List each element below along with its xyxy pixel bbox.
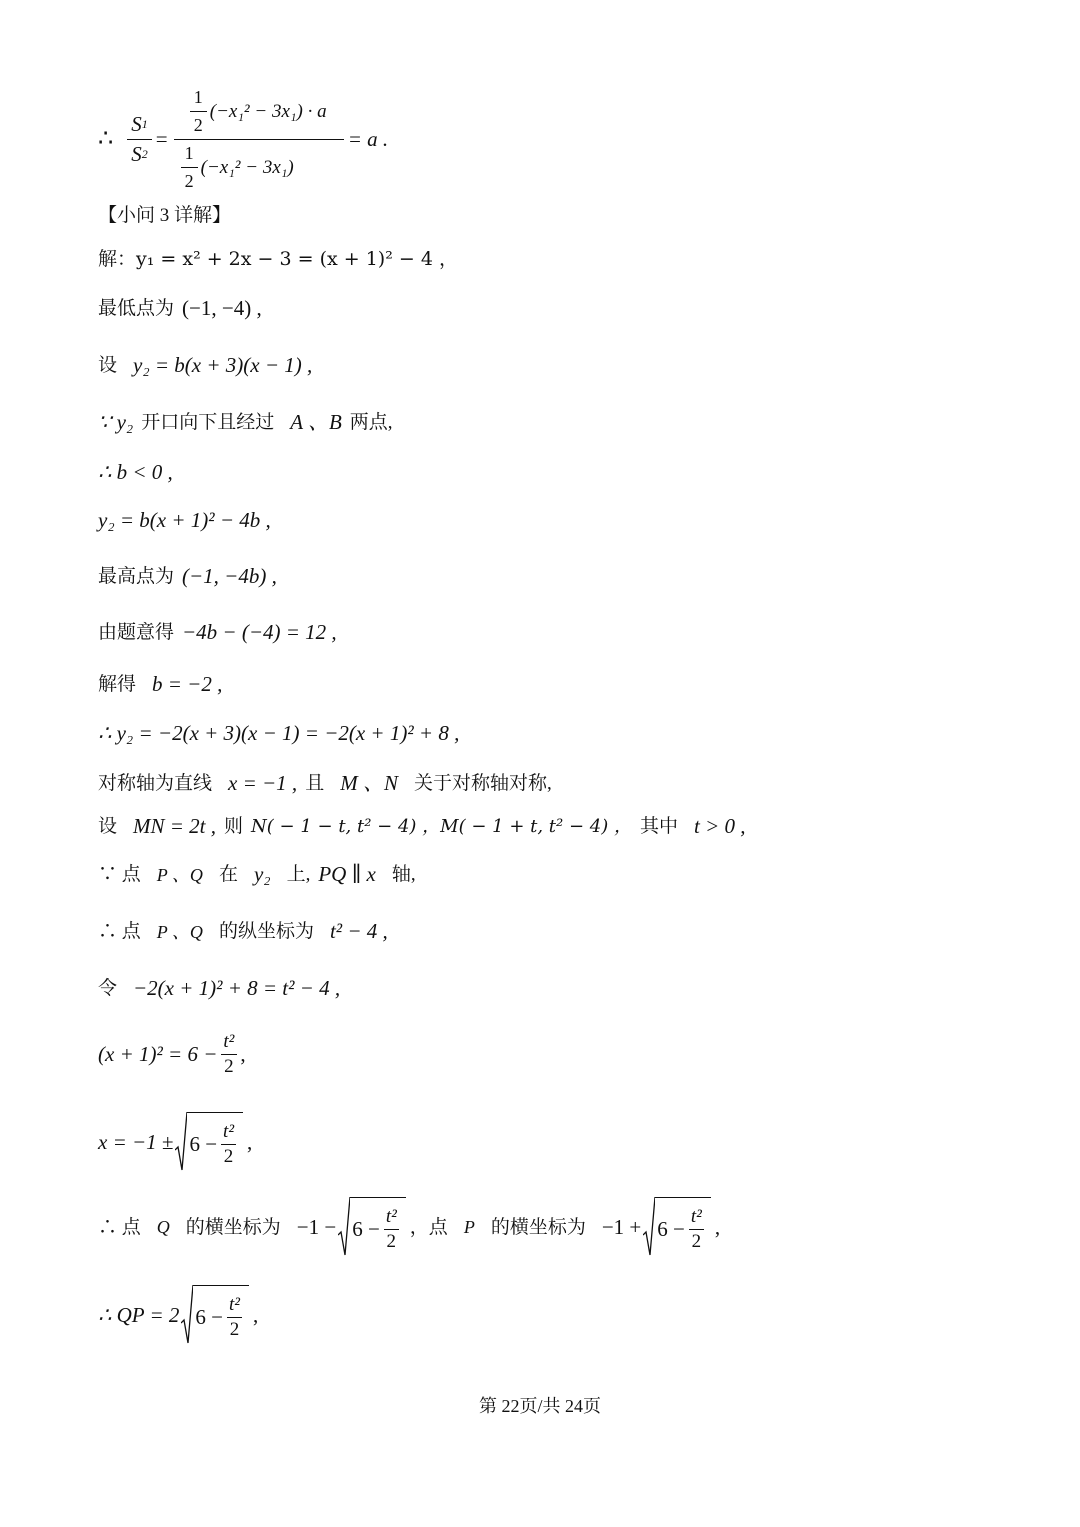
solution-line-11: 对称轴为直线 x = −1 , 且 M 、N 关于对称轴对称, <box>98 771 552 795</box>
section-header: 【小问 3 详解】 <box>98 205 232 226</box>
sqrt-expression: 6 − $\frac{\text{t²}}{2}$ <box>338 1197 406 1257</box>
solution-line-3: 设 y₂ = b(x + 3)(x − 1) , <box>98 353 313 377</box>
radical-sign-icon <box>175 1112 187 1172</box>
therefore-symbol: ∴ <box>98 126 114 153</box>
solution-line-6: y₂ = b(x + 1)² − 4b , <box>98 508 271 532</box>
ratio-s1-s2: S 1 S 2 <box>127 114 152 165</box>
sqrt-expression: 6 − $\frac{\text{t²}}{2}$ <box>643 1197 711 1257</box>
solution-line-7: 最高点为 (−1, −4b) , <box>98 564 277 588</box>
solution-line-14: ∴ 点 P 、Q 的纵坐标为 t² − 4 , <box>98 919 388 943</box>
radical-sign-icon <box>338 1197 350 1257</box>
solution-line-8: 由题意得 −4b − (−4) = 12 , <box>98 620 337 644</box>
ratio-equation-line: ∴ S 1 S 2 = $\frac{1}{2}$ (−x₁² − 3x₁) · a $\frac{1}{2}$ (−x₁² − 3x₁) = a . <box>98 87 389 191</box>
solution-line-19: ∴ QP = 2 6 − $\frac{\text{t²}}{2}$ , <box>98 1285 258 1345</box>
solution-line-5: ∴ b < 0 , <box>98 460 173 484</box>
solution-line-4: ∵ y₂ 开口向下且经过 A 、B 两点, <box>98 410 393 434</box>
sqrt-expression: 6 − $\frac{\text{t²}}{2}$ <box>175 1112 243 1172</box>
radical-sign-icon <box>181 1285 193 1345</box>
solution-line-15: 令 −2(x + 1)² + 8 = t² − 4 , <box>98 976 341 1000</box>
sqrt-expression: 6 − $\frac{\text{t²}}{2}$ <box>181 1285 249 1345</box>
t-squared-over-2: $\frac{\text{t²}}{2}$ <box>220 1032 237 1077</box>
page-footer: 第 22页/共 24页 <box>478 1396 601 1416</box>
solution-line-10: ∴ y₂ = −2(x + 3)(x − 1) = −2(x + 1)² + 8 , <box>98 721 460 745</box>
solution-line-1: 解：y₁ = x² + 2x − 3 = (x + 1)² − 4 ， <box>98 248 458 270</box>
solution-line-18: ∴ 点 Q 的横坐标为 −1 − 6 − $\frac{\text{t²}}{2}$ ，点 P 的横坐标为 −1 + 6 − $\frac{\text{t²}}{2}$ , <box>98 1197 720 1257</box>
radical-sign-icon <box>643 1197 655 1257</box>
solution-line-9: 解得 b = −2 , <box>98 672 223 696</box>
main-fraction: $\frac{1}{2}$ (−x₁² − 3x₁) · a $\frac{1}{2}$ (−x₁² − 3x₁) <box>174 88 344 191</box>
solution-line-13: ∵ 点 P 、Q 在 y₂ 上, PQ ∥ x 轴, <box>98 862 416 886</box>
solution-line-16: (x + 1)² = 6 − $\frac{\text{t²}}{2}$ , <box>98 1031 246 1077</box>
solution-line-17: x = −1 ± 6 − $\frac{\text{t²}}{2}$ , <box>98 1112 252 1172</box>
solution-line-2: 最低点为 (−1, −4) , <box>98 296 262 320</box>
solution-line-12: 设 MN = 2t , 则 N( − 1 − t, t² − 4) ，M( − 1 + t, t² − 4) ， 其中 t > 0 , <box>98 814 746 838</box>
